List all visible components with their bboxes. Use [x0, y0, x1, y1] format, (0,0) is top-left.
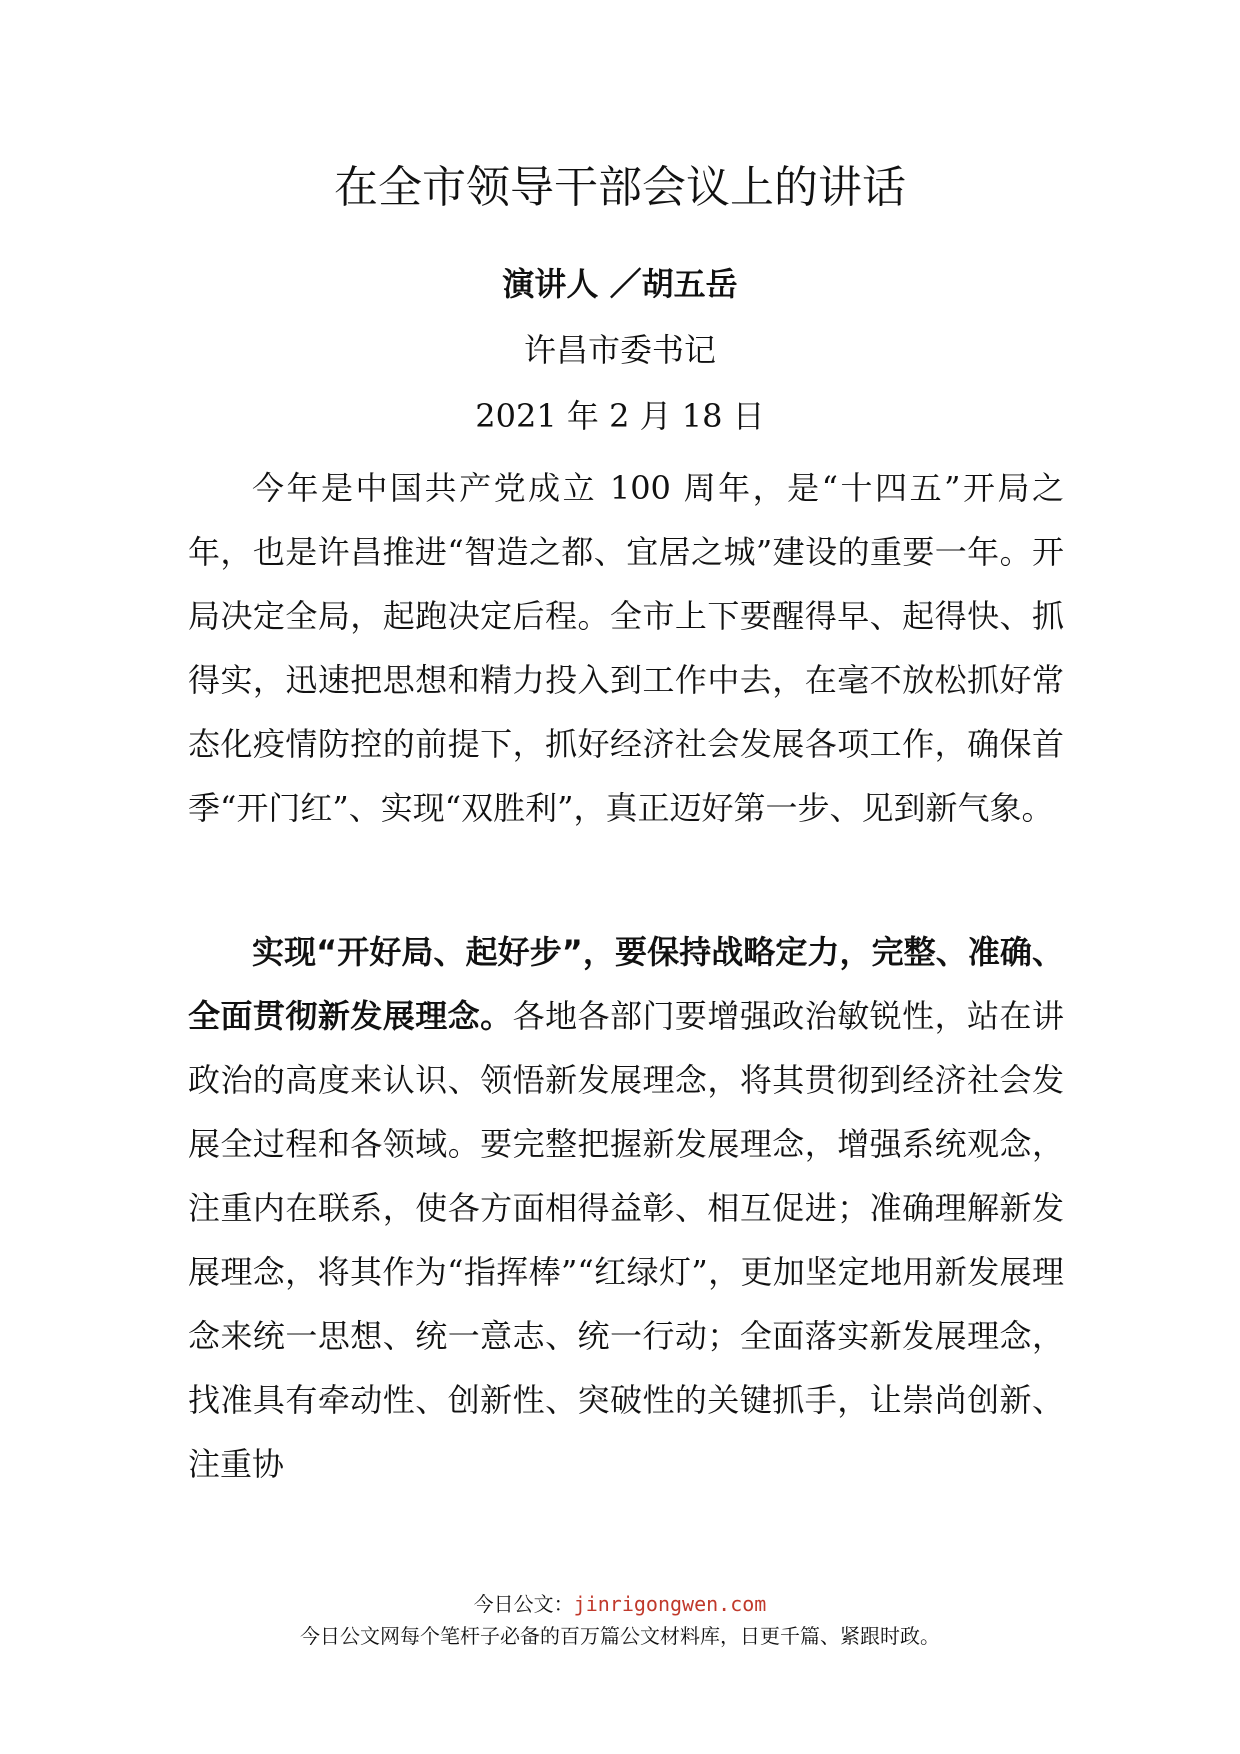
- paragraph-2-heading: 实现“开好局、起好步”，要保持战略定力，完整、准确、全面贯彻新发展理念。: [188, 933, 1064, 1035]
- footer-source-line: [0, 1588, 1240, 1620]
- speaker-line: 演讲人 ／胡五岳: [502, 265, 738, 303]
- document-title: 在全市领导干部会议上的讲话: [334, 162, 906, 213]
- paragraph-2-text: 各地各部门要增强政治敏锐性，站在讲政治的高度来认识、领悟新发展理念，将其贯彻到经济社会发展全过程和各领域。要完整把握新发展理念，增强系统观念，注重内在联系，使各方面相得益彰、相互促进；准确理解新发展理念，将其作为“指挥棒”“红绿灯”，更加坚定地用新发展理念来统一思想、统一意志、统一行动；全面落实新发展理念，找准具有牵动性、创新性、突破性的关键抓手，让崇尚创新、注重协: [188, 997, 1064, 1483]
- page-footer: [0, 1588, 1240, 1652]
- footer-site-link[interactable]: jinrigongwen.com: [573, 1592, 767, 1616]
- speech-date: 2021 年 2 月 18 日: [475, 397, 765, 435]
- footer-label: 今日公文：: [473, 1592, 574, 1616]
- speaker-role: 许昌市委书记: [523, 331, 716, 369]
- body-paragraph-2: [188, 920, 1064, 1496]
- body-paragraph-1: 今年是中国共产党成立 100 周年，是“十四五”开局之年，也是许昌推进“智造之都、宜居之城”建设的重要一年。开局决定全局，起跑决定后程。全市上下要醒得早、起得快、抓得实，迅速把思想和精力投入到工作中去，在毫不放松抓好常态化疫情防控的前提下，抓好经济社会发展各项工作，确保首季“开门红”、实现“双胜利”，真正迈好第一步、见到新气象。: [188, 469, 1064, 827]
- footer-tagline: 今日公文网每个笔杆子必备的百万篇公文材料库，日更千篇、紧跟时政。: [300, 1624, 940, 1648]
